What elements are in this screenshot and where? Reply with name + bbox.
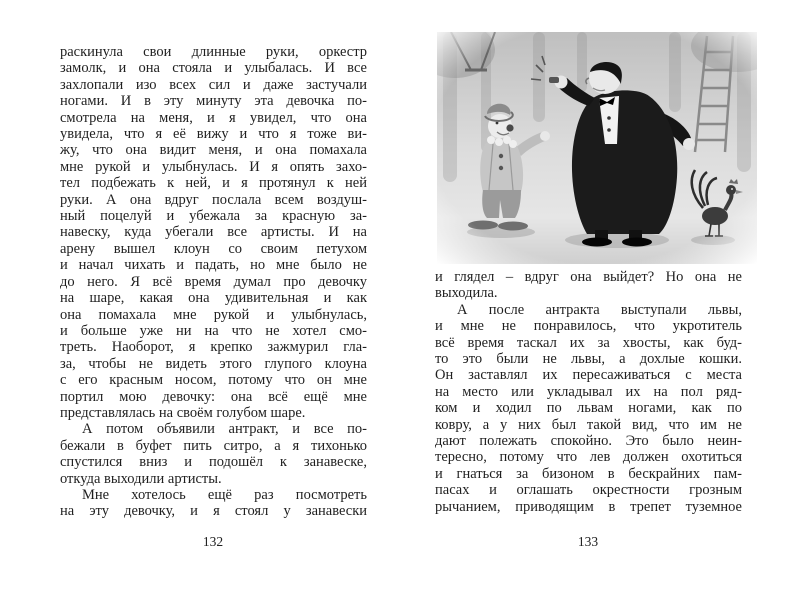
- text-line: мне рукой и улыбнулась. И я опять захо-: [60, 158, 367, 175]
- text-line: всё время таскал их за хвосты, как буд-: [435, 334, 742, 351]
- text-line: портил мою девочку: она всё ещё мне: [60, 388, 367, 405]
- text-line: треть. Наоборот, я крепко зажмурил гла-: [60, 339, 367, 356]
- text-line: выходила.: [435, 285, 498, 302]
- text-line: на шаре, какая она удивительная и как: [60, 290, 367, 307]
- text-line: спустился вниз и подошёл к занавеске,: [60, 454, 367, 471]
- text-line: на эту девочку, и я стоял у занавески: [60, 503, 367, 520]
- page-number-left: 132: [202, 534, 224, 549]
- text-line: откуда выходили артисты.: [60, 470, 222, 487]
- text-line: смотрела на меня, и я увидел, что она: [60, 109, 367, 126]
- text-line: руки. А она вдруг послала всем воздуш-: [60, 191, 367, 208]
- text-line: ком и ходил по львам ногами, как по: [435, 400, 742, 417]
- text-line: жу, что она видит меня, и она помахала: [60, 142, 367, 159]
- text-line: до него. Я всё время думал про девочку: [60, 273, 367, 290]
- text-line: Он заставлял их пересаживаться с места: [435, 367, 742, 384]
- text-line: навеску, куда убегали все артисты. И на: [60, 224, 367, 241]
- text-line: и гнаться за бизоном в бескрайних пам-: [435, 465, 742, 482]
- text-line: раскинула свои длинные руки, оркестр: [60, 44, 367, 60]
- text-line: захлопали изо всех сил и даже застучали: [60, 76, 367, 93]
- text-line: на место или укладывал их на пол ряд-: [435, 383, 742, 400]
- text-line: замолк, и она стояла и улыбалась. И все: [60, 60, 367, 77]
- circus-illustration: [437, 32, 757, 264]
- text-line: увидела, что я её вижу и что я тоже ви-: [60, 126, 367, 143]
- text-line: тел подбежать к ней, и я протянул к ней: [60, 175, 367, 192]
- text-line: тересно, потому что лев должен охотиться: [435, 449, 742, 466]
- text-line: дают полежать спокойно. Это было неин-: [435, 433, 742, 450]
- text-line: представлялась на своём голубом шаре.: [60, 404, 306, 421]
- text-line: и больше уже ни на что не хотел смо-: [60, 322, 367, 339]
- page-number-right: 133: [577, 534, 599, 549]
- text-line: Мне хотелось ещё раз посмотреть: [82, 486, 367, 503]
- left-page-text: [60, 44, 367, 520]
- text-line: с его красным носом, потому что он мне: [60, 372, 367, 389]
- text-line: и начал чихать и падать, но мне было не: [60, 257, 367, 274]
- text-line: ногами. И в эту минуту эта девочка по-: [60, 93, 367, 110]
- text-line: ковру, а у них был такой вид, что им не: [435, 416, 742, 433]
- text-line: бежали в буфет пить ситро, а я тихонько: [60, 437, 367, 454]
- text-line: за, чтобы не видеть этого глупого клоуна: [60, 355, 367, 372]
- text-line: то это были не львы, а дохлые кошки.: [435, 351, 742, 368]
- right-page-text: [435, 269, 742, 515]
- text-line: она помахала мне рукой и улыбнулась,: [60, 306, 367, 323]
- text-line: и мне не понравилось, что укротитель: [435, 318, 742, 335]
- text-line: и глядел – вдруг она выйдет? Но она не: [435, 269, 742, 285]
- text-line: арену вышел клоун со своим петухом: [60, 240, 367, 257]
- text-line: А после антракта выступали львы,: [457, 301, 742, 318]
- text-line: пасах и оглашать окрестности грозным: [435, 482, 742, 499]
- circus-illustration-svg: [437, 32, 757, 264]
- text-line: ный поцелуй и убежала за красную за-: [60, 208, 367, 225]
- text-line: А потом объявили антракт, и все по-: [82, 421, 367, 438]
- text-line: рычанием, приводящим в трепет туземное: [435, 498, 742, 515]
